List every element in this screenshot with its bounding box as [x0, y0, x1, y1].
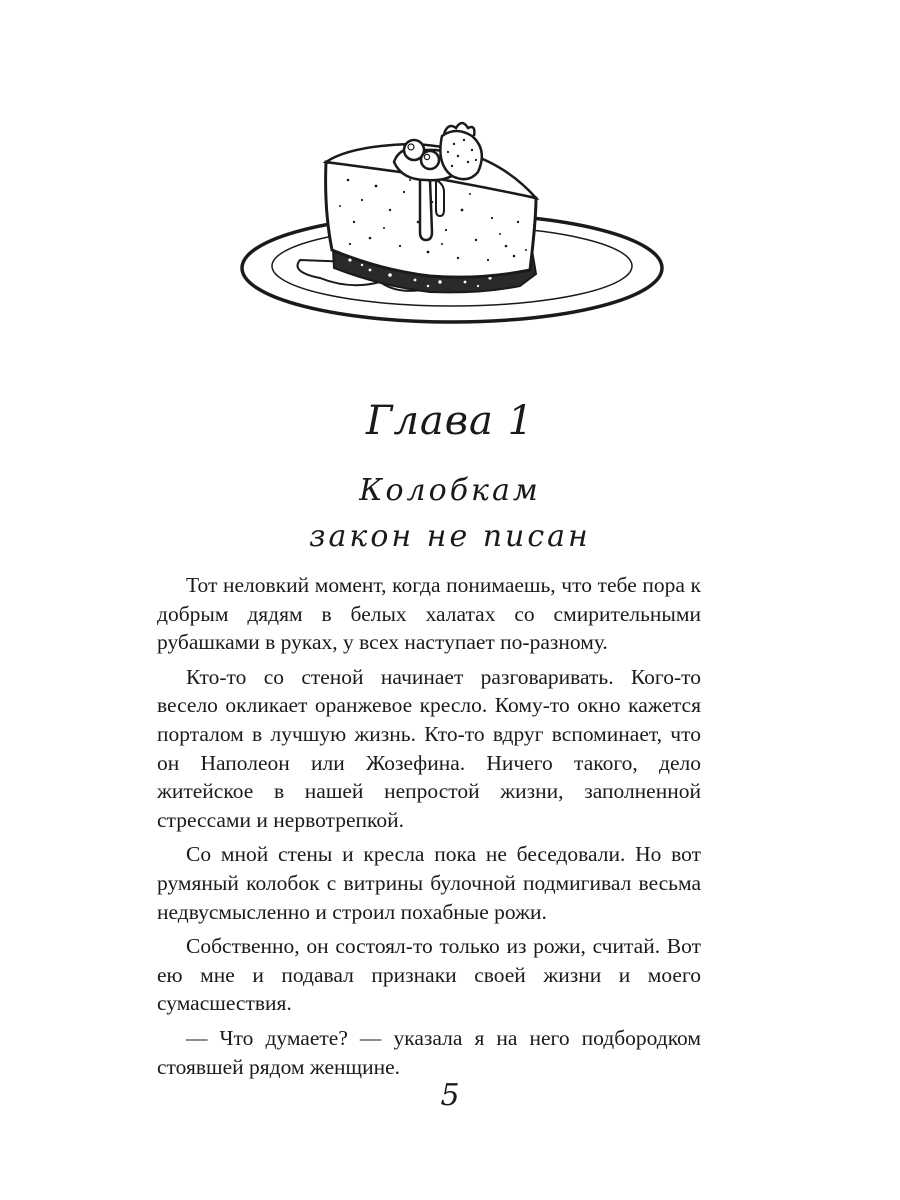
- paragraph: — Что думаете? — указала я на него подбородком стоявшей рядом женщине.: [157, 1025, 701, 1079]
- chapter-body: [157, 571, 701, 1087]
- chapter-number: Глава 1: [365, 398, 535, 444]
- paragraph: Со мной стены и кресла пока не беседовали. Но вот румяный колобок с витрины булочной подмигивал весьма недвусмысленно и строил похабные рожи.: [157, 842, 701, 924]
- paragraph: Собственно, он состоял-то только из рожи, считай. Вот ею мне и подавал признаки своей жизни и моего сумасшествия.: [157, 934, 701, 1016]
- chapter-title-line-2: закон не писан: [309, 519, 591, 554]
- chapter-title: [0, 468, 900, 560]
- page-number: 5: [440, 1078, 460, 1113]
- paragraph: Тот неловкий момент, когда понимаешь, что тебе пора к добрым дядям в белых халатах со смирительными рубашками в руках, у всех наступает по-разному.: [157, 573, 701, 655]
- paragraph: Кто-то со стеной начинает разговаривать. Кого-то весело окликает оранжевое кресло. Кому-то окно кажется порталом в лучшую жизнь. Кто-то вдруг вспоминает, что он Наполеон или Жозефина. Ничего такого, дело житейское в нашей непростой жизни, заполненной стрессами и нервотрепкой.: [157, 664, 701, 832]
- cheesecake-plate-icon: [230, 110, 670, 350]
- chapter-title-line-1: Колобкам: [359, 473, 541, 508]
- cake-illustration: [230, 110, 670, 350]
